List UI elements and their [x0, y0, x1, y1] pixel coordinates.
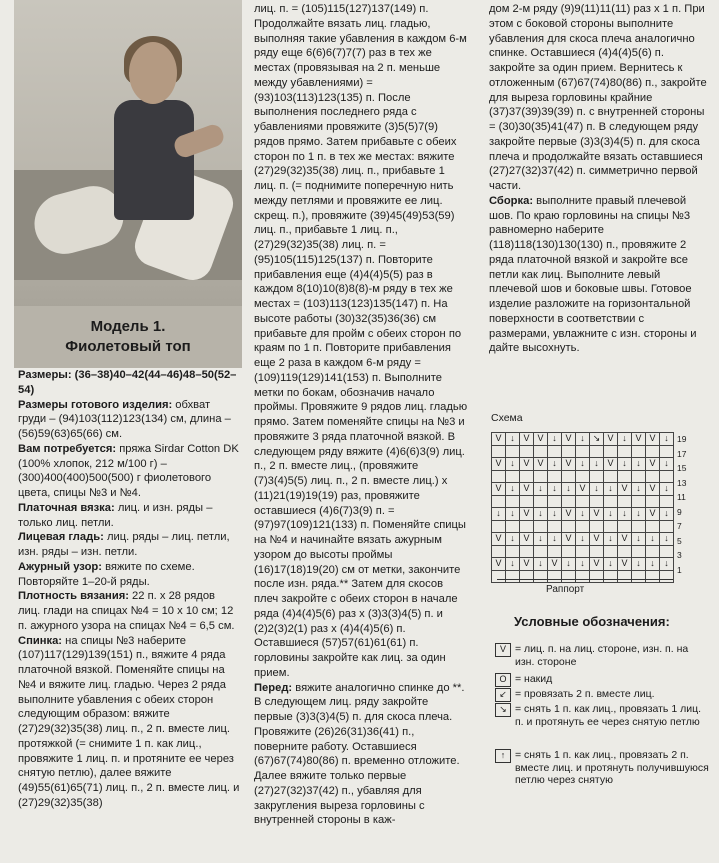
- chart-cell: [520, 445, 534, 458]
- chart-cell: V: [520, 458, 534, 471]
- chart-cell: V: [646, 433, 660, 446]
- chart-cell: [520, 495, 534, 508]
- chart-cell: ↓: [660, 508, 674, 521]
- chart-row: [492, 470, 674, 483]
- chart-cell: [492, 520, 506, 533]
- caption-subtitle: Фиолетовый топ: [65, 338, 191, 355]
- chart-cell: [562, 495, 576, 508]
- chart-cell: [576, 545, 590, 558]
- chart-cell: ↓: [618, 508, 632, 521]
- chart-cell: [534, 445, 548, 458]
- chart-row: [492, 520, 674, 533]
- chart-cell: [660, 520, 674, 533]
- legend-title: Условные обозначения:: [514, 614, 670, 629]
- chart-cell: V: [646, 483, 660, 496]
- chart-cell: [506, 445, 520, 458]
- chart-cell: V: [646, 458, 660, 471]
- chart-cell: [632, 495, 646, 508]
- chart-cell: ↓: [506, 533, 520, 546]
- chart-cell: [604, 445, 618, 458]
- paragraph: [18, 501, 240, 531]
- chart-cell: V: [520, 433, 534, 446]
- legend-symbol-icon: ↙: [495, 688, 511, 702]
- paragraph-heading: Перед:: [254, 681, 293, 694]
- chart-row: [492, 545, 674, 558]
- chart-cell: V: [562, 433, 576, 446]
- chart-cell: [548, 445, 562, 458]
- chart-cell: [534, 470, 548, 483]
- chart-cell: ↓: [576, 558, 590, 571]
- column-3: [489, 2, 707, 356]
- chart-cell: ↓: [548, 533, 562, 546]
- chart-cell: [632, 570, 646, 583]
- chart-cell: [590, 445, 604, 458]
- chart-cell: [562, 520, 576, 533]
- chart-cell: [576, 470, 590, 483]
- chart-row: [492, 483, 674, 496]
- chart-cell: [604, 495, 618, 508]
- chart-cell: [646, 570, 660, 583]
- chart-cell: V: [562, 533, 576, 546]
- paragraph-heading: Размеры: (36–38)40–42(44–46)48–50(52–54): [18, 369, 237, 396]
- paragraph-text: вяжите аналогично спинке до **. В следующем лиц. ряду закройте первые (3)3(3)4(5) п. для скоса плеча. Провяжите (26)26(31)36(41) п., поверните работу. Оставшиеся (67)67(74)80(86) п. временно отложите. Далее вяжите только первые (27)27(32)37(42) п., убавляя для закругления выреза горловины с внутренней стороны в каж-: [254, 681, 465, 827]
- paragraph-text: лиц. и изн. ряды – только лиц. петли.: [18, 501, 213, 529]
- chart-cell: [492, 445, 506, 458]
- chart-cell: [562, 570, 576, 583]
- chart-cell: [506, 470, 520, 483]
- paragraph-text: выполните правый плечевой шов. По краю горловины на спицы №3 равномерно наберите (118)118(130)130(130) п., провяжите 2 ряда платочной вязкой и закройте все петли как лиц. Выполните левый плечевой шов и боковые швы. Готовое изделие разложите на горизонтальной поверхности в соответствии с размерами, увлажните с изн. стороны и дайте высохнуть.: [489, 194, 697, 355]
- chart-cell: [604, 520, 618, 533]
- chart-cell: ↓: [660, 533, 674, 546]
- paragraph: [18, 442, 240, 501]
- chart-cell: [576, 520, 590, 533]
- chart-cell: [562, 545, 576, 558]
- chart-cell: [646, 545, 660, 558]
- paragraph: лиц. п. = (105)115(127)137(149) п. Продолжайте вязать лиц. гладью, выполняя такие убавления в каждом 6-м ряду еще 6(6)6(7)7(7) раз в тех же местах (провязывая на 2 п. меньше между убавлениями) = (93)103(113)123(135) п. После выполнения последнего ряда с убавлениями провяжите (3)5(5)7(9) рядов прямо. Затем прибавьте с обеих сторон по 1 п. в тех же местах: вяжите (27)29(32)35(38) лиц. п., прибавьте 1 лиц. п. (= поднимите поперечную нить между петлями и провяжите ее лиц. скрещ. п.), провяжите (39)45(49)53(59) лиц. п., прибавьте 1 лиц. п., (27)29(32)35(38) лиц. п. = (95)105(115)125(137) п. Повторите прибавления еще (4)4(4)5(5) раз в каждом 8(10)10(8)8(8)-м ряду в тех же местах = (103)113(123)135(147) п. На высоте работы (30)32(35)36(36) см прибавьте для пройм с обеих сторон по краям по 1 п. Повторите прибавления еще 2 раза в каждом 6-м ряду = (109)119(129)141(153) п. Выполните метки по бокам, обозначив начало проймы. Провяжите 9 рядов лиц. гладью прямо. Затем поменяйте спицы на №3 и провяжите 3 ряда платочной вязкой. В следующем ряду вяжите (4)6(6)3(9) лиц. п., 2 п. вместе лиц., (провяжите (7)3(4)5(5) лиц. п., 2 п. вместе лиц.) х (11)21(19)19(19) раз, провяжите оставшиеся (4)6(7)3(9) п. = (97)97(109)121(133) п. Поменяйте спицы на №4 и начинайте вязать ажурным узором до высоты проймы (16)17(18)19(20) см от метки, закончите после изн. ряда.** Затем для скосов плеч закройте с обеих сторон в начале ряда (4)4(4)5(6) раз х (3)3(3)4(5) п. и (2)2(3)2(1) раз х (4)4(4)5(6) п. Оставшиеся (57)57(61)61(61) п. горловины закройте как лиц. за один прием.: [254, 3, 468, 679]
- chart-row: [492, 533, 674, 546]
- chart-cell: V: [590, 558, 604, 571]
- chart-cell: [646, 520, 660, 533]
- chart-cell: [548, 570, 562, 583]
- chart-cell: V: [492, 483, 506, 496]
- legend-symbol-icon: O: [495, 673, 511, 687]
- paragraph: [254, 681, 470, 829]
- paragraph-heading: Сборка:: [489, 194, 534, 207]
- chart-cell: ↓: [576, 458, 590, 471]
- chart-cell: [660, 470, 674, 483]
- chart-cell: [632, 545, 646, 558]
- chart-cell: [576, 445, 590, 458]
- chart-cell: ↓: [646, 558, 660, 571]
- chart-cell: [660, 570, 674, 583]
- chart-cell: [576, 495, 590, 508]
- chart-cell: [576, 570, 590, 583]
- chart-cell: [534, 520, 548, 533]
- chart-cell: ↓: [632, 558, 646, 571]
- chart-cell: ↓: [548, 433, 562, 446]
- chart-cell: [604, 470, 618, 483]
- chart-cell: [520, 570, 534, 583]
- chart-cell: ↓: [604, 483, 618, 496]
- chart-cell: V: [492, 558, 506, 571]
- chart-cell: ↓: [562, 558, 576, 571]
- chart-cell: [506, 545, 520, 558]
- knitting-chart: [491, 432, 674, 583]
- chart-cell: [548, 470, 562, 483]
- chart-cell: ↓: [660, 483, 674, 496]
- paragraph-text: обхват груди – (94)103(112)123(134) см, длина – (56)59(63)65(66) см.: [18, 398, 231, 440]
- chart-cell: [548, 495, 562, 508]
- chart-cell: ↓: [492, 508, 506, 521]
- chart-cell: ↓: [660, 458, 674, 471]
- chart-cell: V: [646, 508, 660, 521]
- chart-cell: ↘: [590, 433, 604, 446]
- column-1: [18, 368, 240, 811]
- chart-cell: ↓: [562, 483, 576, 496]
- chart-cell: ↓: [506, 458, 520, 471]
- legend-symbol-icon: ↑: [495, 749, 511, 763]
- paragraph: [18, 368, 240, 398]
- chart-cell: V: [548, 558, 562, 571]
- chart-cell: ↓: [632, 533, 646, 546]
- chart-cell: [618, 495, 632, 508]
- chart-cell: [618, 570, 632, 583]
- chart-cell: ↓: [506, 558, 520, 571]
- chart-cell: [534, 570, 548, 583]
- chart-row: [492, 458, 674, 471]
- legend-symbol-icon: V: [495, 643, 511, 657]
- paragraph: [489, 194, 707, 356]
- chart-cell: [520, 520, 534, 533]
- chart-cell: [590, 545, 604, 558]
- chart-cell: [492, 470, 506, 483]
- chart-cell: [534, 545, 548, 558]
- paragraph-text: 22 п. х 28 рядов лиц. глади на спицах №4 = 10 х 10 см; 12 п. ажурного узора на спицах №4 = 6,5 см.: [18, 590, 235, 632]
- chart-cell: [632, 470, 646, 483]
- chart-cell: ↓: [632, 483, 646, 496]
- row-number: 19: [677, 434, 687, 444]
- row-number: 11: [677, 492, 686, 502]
- legend-text: = провязать 2 п. вместе лиц.: [515, 688, 655, 700]
- chart-cell: ↓: [632, 458, 646, 471]
- chart-cell: [646, 470, 660, 483]
- chart-cell: ↓: [548, 483, 562, 496]
- chart-cell: ↓: [534, 508, 548, 521]
- model-head: [129, 42, 177, 104]
- paragraph: [18, 530, 240, 560]
- paragraph-text: лиц. ряды – лиц. петли, изн. ряды – изн. петли.: [18, 531, 230, 558]
- chart-cell: ↓: [548, 458, 562, 471]
- chart-cell: [562, 470, 576, 483]
- chart-cell: [632, 520, 646, 533]
- chart-cell: V: [534, 433, 548, 446]
- paragraph-heading: Спинка:: [18, 634, 63, 647]
- model-body: [114, 100, 194, 220]
- chart-cell: [506, 495, 520, 508]
- chart-row: [492, 495, 674, 508]
- chart-cell: ↓: [576, 433, 590, 446]
- chart-cell: ↓: [660, 558, 674, 571]
- chart-cell: ↓: [618, 458, 632, 471]
- chart-cell: V: [590, 533, 604, 546]
- chart-cell: V: [520, 508, 534, 521]
- chart-cell: [590, 470, 604, 483]
- chart-cell: V: [590, 508, 604, 521]
- chart-cell: V: [492, 433, 506, 446]
- chart-cell: [520, 470, 534, 483]
- chart-cell: ↓: [604, 558, 618, 571]
- chart-cell: V: [520, 483, 534, 496]
- row-number: 7: [677, 521, 682, 531]
- chart-cell: [618, 445, 632, 458]
- row-number: 13: [677, 477, 687, 488]
- chart-cell: V: [492, 458, 506, 471]
- chart-cell: [492, 545, 506, 558]
- chart-cell: ↓: [506, 483, 520, 496]
- chart-cell: [660, 545, 674, 558]
- chart-cell: [548, 545, 562, 558]
- paragraph-heading: Плотность вязания:: [18, 590, 129, 603]
- chart-cell: [590, 570, 604, 583]
- paragraph: [18, 398, 240, 442]
- chart-cell: V: [520, 558, 534, 571]
- legend-text: = снять 1 п. как лиц., провязать 1 лиц. п. и протянуть ее через снятую петлю: [515, 703, 702, 728]
- rapport-label: Раппорт: [546, 584, 585, 595]
- chart-row: [492, 445, 674, 458]
- rapport-line: [497, 579, 673, 580]
- chart-cell: [506, 570, 520, 583]
- chart-cell: V: [562, 508, 576, 521]
- chart-cell: V: [632, 433, 646, 446]
- chart-cell: ↓: [576, 508, 590, 521]
- paragraph-heading: Платочная вязка:: [18, 501, 115, 514]
- chart-cell: [646, 445, 660, 458]
- chart-row: [492, 558, 674, 571]
- chart-cell: [534, 495, 548, 508]
- chart-cell: V: [618, 483, 632, 496]
- chart-cell: ↓: [660, 433, 674, 446]
- paragraph-heading: Лицевая гладь:: [18, 531, 104, 544]
- schema-title: Схема: [491, 412, 523, 424]
- chart-cell: V: [604, 458, 618, 471]
- chart-cell: ↓: [590, 483, 604, 496]
- legend-symbol-icon: ↘: [495, 703, 511, 717]
- caption-title: Модель 1.: [90, 318, 166, 335]
- paragraph-heading: Вам потребуется:: [18, 442, 117, 455]
- row-number: 3: [677, 550, 682, 560]
- chart-cell: V: [576, 483, 590, 496]
- paragraph-heading: Ажурный узор:: [18, 560, 102, 573]
- legend-text: = накид: [515, 673, 553, 685]
- chart-cell: ↓: [534, 483, 548, 496]
- chart-cell: ↓: [590, 458, 604, 471]
- legend-text: = лиц. п. на лиц. стороне, изн. п. на изн. стороне: [515, 643, 689, 668]
- chart-cell: ↓: [576, 533, 590, 546]
- chart-cell: [590, 520, 604, 533]
- chart-cell: [660, 445, 674, 458]
- chart-cell: ↓: [646, 533, 660, 546]
- chart-cell: ↓: [548, 508, 562, 521]
- chart-cell: [646, 495, 660, 508]
- chart-cell: ↓: [506, 508, 520, 521]
- chart-cell: ↓: [506, 433, 520, 446]
- legend-text: = снять 1 п. как лиц., провязать 2 п. вместе лиц. и протянуть получившуюся петлю через снятую: [515, 749, 709, 787]
- chart-cell: V: [492, 533, 506, 546]
- chart-cell: [520, 545, 534, 558]
- photo-caption: [14, 306, 242, 368]
- chart-cell: [590, 495, 604, 508]
- chart-cell: V: [520, 533, 534, 546]
- chart-row: [492, 433, 674, 446]
- paragraph: [18, 589, 240, 633]
- chart-cell: [632, 445, 646, 458]
- row-number: 1: [677, 564, 682, 575]
- chart-cell: [548, 520, 562, 533]
- row-number: 5: [677, 535, 682, 546]
- chart-cell: V: [604, 433, 618, 446]
- paragraph-text: на спицы №3 наберите (107)117(129)139(151) п., вяжите 4 ряда платочной вязкой. Поменяйте спицы на №4 и вяжите лиц. гладью. Через 2 ряда выполните убавления с обеих сторон следующим образом: вяжите (27)29(32)35(38) лиц. п., 2 п. вместе лиц. протяжкой (= снимите 1 п. как лиц., провяжите 1 лиц. п. и протяните ее через снятую петлю), далее вяжите (49)55(61)65(71) лиц. п., 2 п. вместе лиц. и (27)29(32)35(38): [18, 634, 240, 809]
- row-number: 15: [677, 463, 687, 473]
- paragraph: дом 2-м ряду (9)9(11)11(11) раз х 1 п. При этом с боковой стороны выполните убавления для скоса плеча аналогично спинке. Оставшиеся (4)4(4)5(6) п. закройте за один прием. Вернитесь к отложенным (67)67(74)80(86) п., закройте для выреза горловины крайние (37)37(39)39(39) п. с внутренней стороны = (30)30(35)41(47) п. В следующем ряду закройте первые (3)3(3)4(5) п. для скоса плеча и продолжайте вязать оставшиеся (27)27(32)37(42) п. симметрично первой части.: [489, 3, 707, 192]
- chart-cell: [618, 520, 632, 533]
- chart-cell: ↓: [534, 558, 548, 571]
- chart-cell: ↓: [632, 508, 646, 521]
- chart-cell: [562, 445, 576, 458]
- chart-row: [492, 570, 674, 583]
- chart-cell: ↓: [604, 533, 618, 546]
- chart-cell: V: [618, 558, 632, 571]
- chart-cell: V: [562, 458, 576, 471]
- paragraph-text: вяжите по схеме. Повторяйте 1–20-й ряды.: [18, 560, 195, 588]
- chart-cell: ↓: [618, 433, 632, 446]
- chart-cell: [604, 545, 618, 558]
- paragraph-text: пряжа Sirdar Cotton DK (100% хлопок, 212 м/100 г) – (300)400(400)500(500) г фиолетового цвета, спицы №3 и №4.: [18, 442, 239, 499]
- paragraph-heading: Размеры готового изделия:: [18, 398, 173, 411]
- row-number: 17: [677, 448, 687, 459]
- chart-cell: ↓: [534, 533, 548, 546]
- chart-cell: [660, 495, 674, 508]
- chart-row: [492, 508, 674, 521]
- chart-cell: V: [534, 458, 548, 471]
- chart-cell: V: [618, 533, 632, 546]
- chart-cell: [618, 545, 632, 558]
- chart-cell: ↓: [604, 508, 618, 521]
- paragraph: [18, 634, 240, 811]
- column-2: [254, 2, 470, 828]
- chart-cell: [618, 470, 632, 483]
- chart-cell: [506, 520, 520, 533]
- paragraph: [18, 560, 240, 590]
- chart-cell: [604, 570, 618, 583]
- chart-cell: [492, 570, 506, 583]
- chart-cell: [492, 495, 506, 508]
- row-number: 9: [677, 506, 682, 517]
